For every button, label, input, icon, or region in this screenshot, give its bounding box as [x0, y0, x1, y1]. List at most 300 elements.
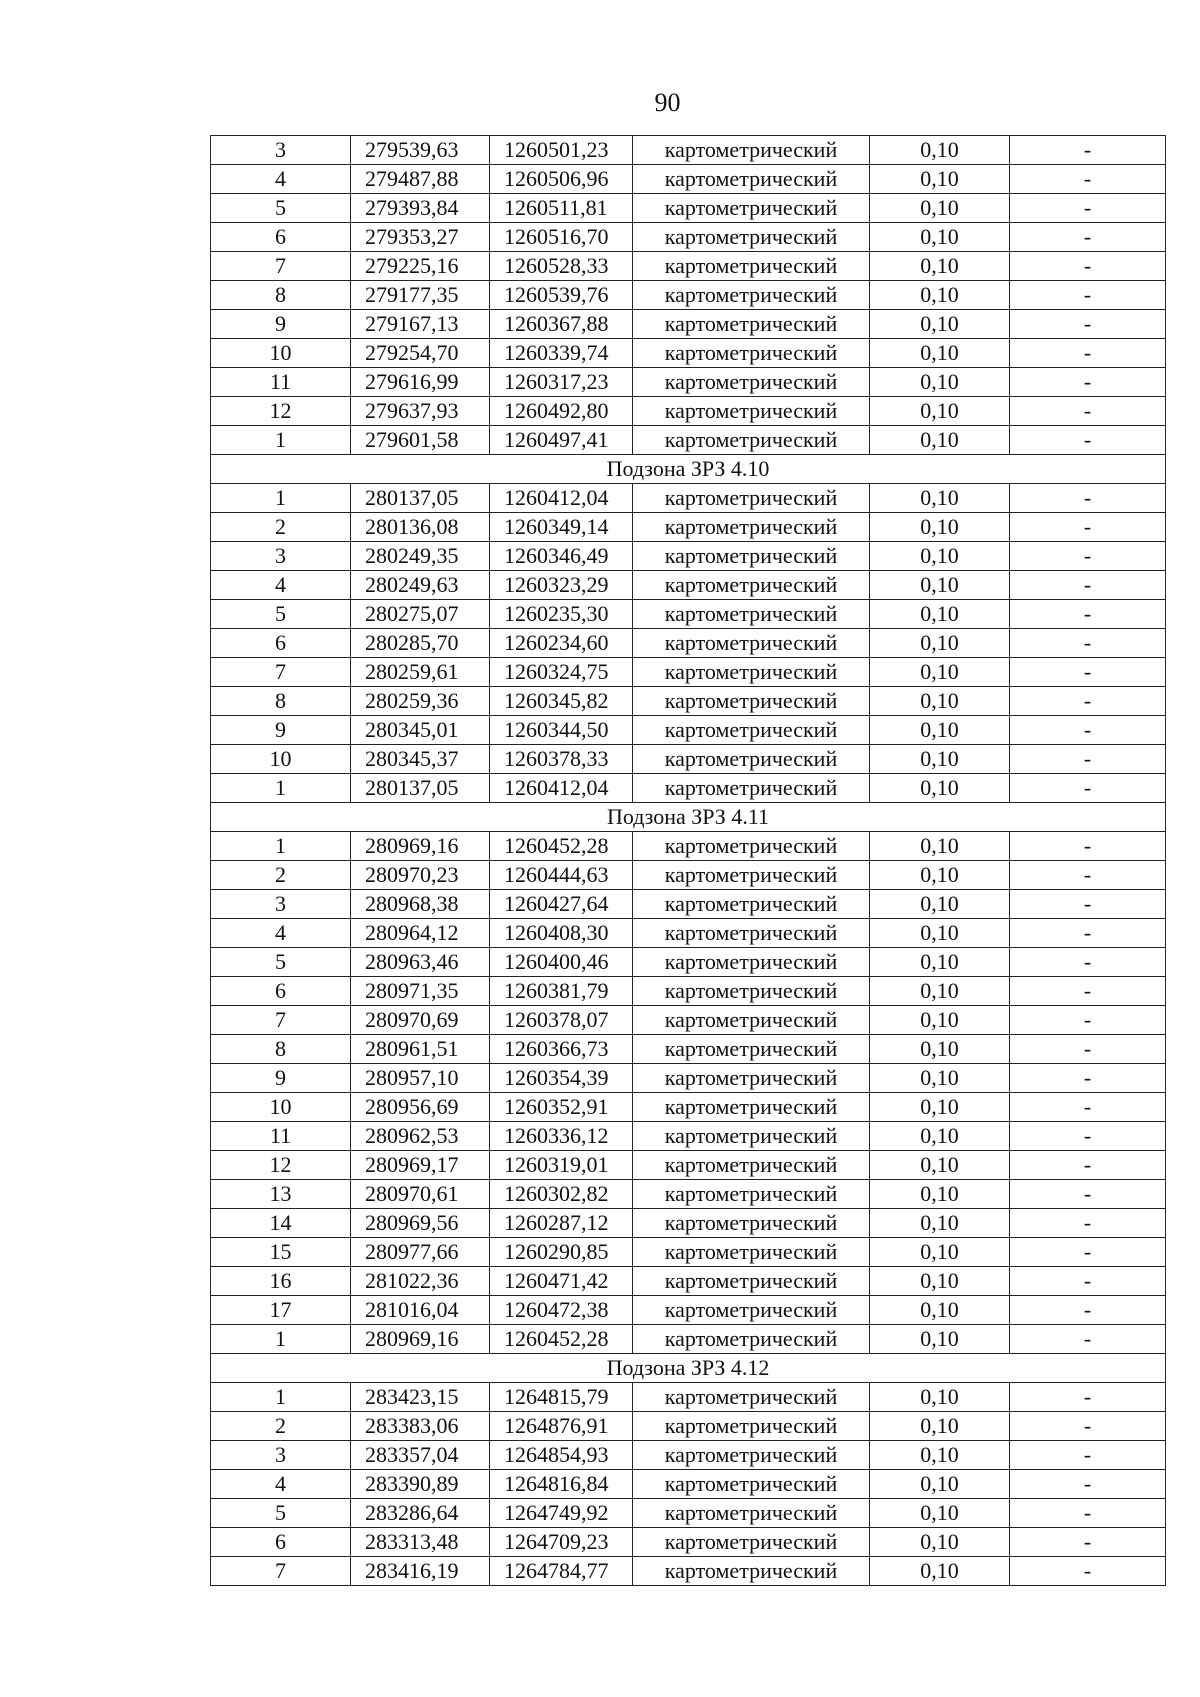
- y-coordinate-cell: 1264854,93: [490, 1441, 633, 1470]
- description-cell: -: [1010, 1180, 1166, 1209]
- method-cell: картометрический: [633, 1006, 870, 1035]
- table-row: [211, 600, 1166, 629]
- table-row: [211, 194, 1166, 223]
- y-coordinate-cell: 1264876,91: [490, 1412, 633, 1441]
- table-row: [211, 1035, 1166, 1064]
- point-number-cell: 7: [211, 658, 351, 687]
- y-coordinate-cell: 1264815,79: [490, 1383, 633, 1412]
- table-row: [211, 542, 1166, 571]
- method-cell: картометрический: [633, 252, 870, 281]
- point-number-cell: 2: [211, 513, 351, 542]
- table-row: [211, 919, 1166, 948]
- y-coordinate-cell: 1264784,77: [490, 1557, 633, 1586]
- y-coordinate-cell: 1260302,82: [490, 1180, 633, 1209]
- precision-cell: 0,10: [870, 513, 1010, 542]
- precision-cell: 0,10: [870, 426, 1010, 455]
- point-number-cell: 11: [211, 368, 351, 397]
- y-coordinate-cell: 1264749,92: [490, 1499, 633, 1528]
- table-row: [211, 368, 1166, 397]
- point-number-cell: 10: [211, 745, 351, 774]
- x-coordinate-cell: 281016,04: [351, 1296, 490, 1325]
- description-cell: -: [1010, 397, 1166, 426]
- table-row: [211, 745, 1166, 774]
- point-number-cell: 10: [211, 339, 351, 368]
- table-row: [211, 571, 1166, 600]
- precision-cell: 0,10: [870, 165, 1010, 194]
- method-cell: картометрический: [633, 571, 870, 600]
- point-number-cell: 1: [211, 426, 351, 455]
- point-number-cell: 13: [211, 1180, 351, 1209]
- method-cell: картометрический: [633, 397, 870, 426]
- description-cell: -: [1010, 890, 1166, 919]
- precision-cell: 0,10: [870, 832, 1010, 861]
- table-row: [211, 1557, 1166, 1586]
- point-number-cell: 9: [211, 310, 351, 339]
- point-number-cell: 15: [211, 1238, 351, 1267]
- method-cell: картометрический: [633, 890, 870, 919]
- y-coordinate-cell: 1260412,04: [490, 774, 633, 803]
- description-cell: -: [1010, 977, 1166, 1006]
- table-row: [211, 716, 1166, 745]
- description-cell: -: [1010, 1470, 1166, 1499]
- x-coordinate-cell: 280249,35: [351, 542, 490, 571]
- description-cell: -: [1010, 1325, 1166, 1354]
- x-coordinate-cell: 280957,10: [351, 1064, 490, 1093]
- x-coordinate-cell: 280137,05: [351, 774, 490, 803]
- y-coordinate-cell: 1260471,42: [490, 1267, 633, 1296]
- section-title: Подзона ЗРЗ 4.11: [211, 803, 1166, 832]
- point-number-cell: 3: [211, 890, 351, 919]
- method-cell: картометрический: [633, 542, 870, 571]
- method-cell: картометрический: [633, 281, 870, 310]
- method-cell: картометрический: [633, 194, 870, 223]
- point-number-cell: 1: [211, 832, 351, 861]
- point-number-cell: 1: [211, 1383, 351, 1412]
- table-row: [211, 1180, 1166, 1209]
- x-coordinate-cell: 281022,36: [351, 1267, 490, 1296]
- y-coordinate-cell: 1260452,28: [490, 1325, 633, 1354]
- x-coordinate-cell: 280969,56: [351, 1209, 490, 1238]
- method-cell: картометрический: [633, 1093, 870, 1122]
- method-cell: картометрический: [633, 1383, 870, 1412]
- description-cell: -: [1010, 136, 1166, 165]
- table-row: [211, 339, 1166, 368]
- method-cell: картометрический: [633, 1325, 870, 1354]
- precision-cell: 0,10: [870, 977, 1010, 1006]
- precision-cell: 0,10: [870, 571, 1010, 600]
- description-cell: -: [1010, 426, 1166, 455]
- table-row: [211, 1528, 1166, 1557]
- y-coordinate-cell: 1264816,84: [490, 1470, 633, 1499]
- x-coordinate-cell: 283383,06: [351, 1412, 490, 1441]
- x-coordinate-cell: 280259,36: [351, 687, 490, 716]
- description-cell: -: [1010, 1151, 1166, 1180]
- method-cell: картометрический: [633, 919, 870, 948]
- table-row: [211, 1412, 1166, 1441]
- method-cell: картометрический: [633, 1035, 870, 1064]
- y-coordinate-cell: 1260408,30: [490, 919, 633, 948]
- description-cell: -: [1010, 948, 1166, 977]
- description-cell: -: [1010, 832, 1166, 861]
- method-cell: картометрический: [633, 629, 870, 658]
- point-number-cell: 5: [211, 948, 351, 977]
- table-row: [211, 1238, 1166, 1267]
- precision-cell: 0,10: [870, 1499, 1010, 1528]
- x-coordinate-cell: 280970,61: [351, 1180, 490, 1209]
- point-number-cell: 3: [211, 1441, 351, 1470]
- precision-cell: 0,10: [870, 1238, 1010, 1267]
- table-row: [211, 1325, 1166, 1354]
- point-number-cell: 6: [211, 629, 351, 658]
- y-coordinate-cell: 1260324,75: [490, 658, 633, 687]
- x-coordinate-cell: 280963,46: [351, 948, 490, 977]
- x-coordinate-cell: 280249,63: [351, 571, 490, 600]
- y-coordinate-cell: 1260346,49: [490, 542, 633, 571]
- precision-cell: 0,10: [870, 484, 1010, 513]
- description-cell: -: [1010, 745, 1166, 774]
- precision-cell: 0,10: [870, 397, 1010, 426]
- point-number-cell: 6: [211, 977, 351, 1006]
- precision-cell: 0,10: [870, 890, 1010, 919]
- precision-cell: 0,10: [870, 774, 1010, 803]
- method-cell: картометрический: [633, 1267, 870, 1296]
- point-number-cell: 7: [211, 1557, 351, 1586]
- x-coordinate-cell: 279353,27: [351, 223, 490, 252]
- description-cell: -: [1010, 1557, 1166, 1586]
- description-cell: -: [1010, 1035, 1166, 1064]
- precision-cell: 0,10: [870, 1180, 1010, 1209]
- description-cell: -: [1010, 1267, 1166, 1296]
- point-number-cell: 4: [211, 1470, 351, 1499]
- table-row: [211, 310, 1166, 339]
- method-cell: картометрический: [633, 1296, 870, 1325]
- method-cell: картометрический: [633, 223, 870, 252]
- description-cell: -: [1010, 1093, 1166, 1122]
- precision-cell: 0,10: [870, 1122, 1010, 1151]
- point-number-cell: 12: [211, 1151, 351, 1180]
- section-row: [211, 455, 1166, 484]
- method-cell: картометрический: [633, 484, 870, 513]
- table-row: [211, 890, 1166, 919]
- x-coordinate-cell: 283357,04: [351, 1441, 490, 1470]
- precision-cell: 0,10: [870, 194, 1010, 223]
- section-title: Подзона ЗРЗ 4.10: [211, 455, 1166, 484]
- description-cell: -: [1010, 194, 1166, 223]
- description-cell: -: [1010, 1441, 1166, 1470]
- x-coordinate-cell: 280275,07: [351, 600, 490, 629]
- x-coordinate-cell: 280962,53: [351, 1122, 490, 1151]
- description-cell: -: [1010, 281, 1166, 310]
- description-cell: -: [1010, 339, 1166, 368]
- table-row: [211, 658, 1166, 687]
- description-cell: -: [1010, 1238, 1166, 1267]
- y-coordinate-cell: 1260339,74: [490, 339, 633, 368]
- description-cell: -: [1010, 687, 1166, 716]
- precision-cell: 0,10: [870, 136, 1010, 165]
- method-cell: картометрический: [633, 1122, 870, 1151]
- y-coordinate-cell: 1260345,82: [490, 687, 633, 716]
- description-cell: -: [1010, 1296, 1166, 1325]
- table-row: [211, 484, 1166, 513]
- x-coordinate-cell: 280970,23: [351, 861, 490, 890]
- description-cell: -: [1010, 310, 1166, 339]
- table-row: [211, 1441, 1166, 1470]
- table-row: [211, 1151, 1166, 1180]
- precision-cell: 0,10: [870, 1296, 1010, 1325]
- precision-cell: 0,10: [870, 223, 1010, 252]
- method-cell: картометрический: [633, 687, 870, 716]
- y-coordinate-cell: 1260378,33: [490, 745, 633, 774]
- table-row: [211, 948, 1166, 977]
- y-coordinate-cell: 1260539,76: [490, 281, 633, 310]
- precision-cell: 0,10: [870, 1412, 1010, 1441]
- precision-cell: 0,10: [870, 1528, 1010, 1557]
- description-cell: -: [1010, 542, 1166, 571]
- x-coordinate-cell: 279539,63: [351, 136, 490, 165]
- precision-cell: 0,10: [870, 716, 1010, 745]
- description-cell: -: [1010, 600, 1166, 629]
- x-coordinate-cell: 279254,70: [351, 339, 490, 368]
- method-cell: картометрический: [633, 716, 870, 745]
- x-coordinate-cell: 279177,35: [351, 281, 490, 310]
- y-coordinate-cell: 1260323,29: [490, 571, 633, 600]
- table-row: [211, 687, 1166, 716]
- x-coordinate-cell: 279616,99: [351, 368, 490, 397]
- y-coordinate-cell: 1260472,38: [490, 1296, 633, 1325]
- point-number-cell: 8: [211, 1035, 351, 1064]
- method-cell: картометрический: [633, 136, 870, 165]
- y-coordinate-cell: 1260235,30: [490, 600, 633, 629]
- description-cell: -: [1010, 716, 1166, 745]
- y-coordinate-cell: 1260352,91: [490, 1093, 633, 1122]
- y-coordinate-cell: 1260528,33: [490, 252, 633, 281]
- method-cell: картометрический: [633, 774, 870, 803]
- method-cell: картометрический: [633, 426, 870, 455]
- description-cell: -: [1010, 1006, 1166, 1035]
- method-cell: картометрический: [633, 310, 870, 339]
- method-cell: картометрический: [633, 658, 870, 687]
- point-number-cell: 4: [211, 165, 351, 194]
- x-coordinate-cell: 280971,35: [351, 977, 490, 1006]
- section-title: Подзона ЗРЗ 4.12: [211, 1354, 1166, 1383]
- point-number-cell: 5: [211, 600, 351, 629]
- y-coordinate-cell: 1260427,64: [490, 890, 633, 919]
- point-number-cell: 6: [211, 1528, 351, 1557]
- precision-cell: 0,10: [870, 1325, 1010, 1354]
- point-number-cell: 3: [211, 136, 351, 165]
- precision-cell: 0,10: [870, 1064, 1010, 1093]
- table-row: [211, 1383, 1166, 1412]
- method-cell: картометрический: [633, 600, 870, 629]
- method-cell: картометрический: [633, 1151, 870, 1180]
- method-cell: картометрический: [633, 861, 870, 890]
- point-number-cell: 12: [211, 397, 351, 426]
- x-coordinate-cell: 280970,69: [351, 1006, 490, 1035]
- precision-cell: 0,10: [870, 1093, 1010, 1122]
- y-coordinate-cell: 1260378,07: [490, 1006, 633, 1035]
- x-coordinate-cell: 280259,61: [351, 658, 490, 687]
- precision-cell: 0,10: [870, 1383, 1010, 1412]
- table-row: [211, 832, 1166, 861]
- point-number-cell: 6: [211, 223, 351, 252]
- y-coordinate-cell: 1260381,79: [490, 977, 633, 1006]
- x-coordinate-cell: 279393,84: [351, 194, 490, 223]
- x-coordinate-cell: 280968,38: [351, 890, 490, 919]
- description-cell: -: [1010, 223, 1166, 252]
- y-coordinate-cell: 1260400,46: [490, 948, 633, 977]
- description-cell: -: [1010, 1528, 1166, 1557]
- point-number-cell: 7: [211, 252, 351, 281]
- method-cell: картометрический: [633, 1412, 870, 1441]
- y-coordinate-cell: 1260354,39: [490, 1064, 633, 1093]
- table-row: [211, 1296, 1166, 1325]
- point-number-cell: 1: [211, 774, 351, 803]
- y-coordinate-cell: 1260511,81: [490, 194, 633, 223]
- y-coordinate-cell: 1260412,04: [490, 484, 633, 513]
- method-cell: картометрический: [633, 1528, 870, 1557]
- method-cell: картометрический: [633, 1470, 870, 1499]
- method-cell: картометрический: [633, 368, 870, 397]
- description-cell: -: [1010, 165, 1166, 194]
- table-row: [211, 1267, 1166, 1296]
- method-cell: картометрический: [633, 1180, 870, 1209]
- precision-cell: 0,10: [870, 1006, 1010, 1035]
- point-number-cell: 1: [211, 1325, 351, 1354]
- precision-cell: 0,10: [870, 687, 1010, 716]
- point-number-cell: 9: [211, 1064, 351, 1093]
- method-cell: картометрический: [633, 165, 870, 194]
- point-number-cell: 14: [211, 1209, 351, 1238]
- description-cell: -: [1010, 658, 1166, 687]
- point-number-cell: 8: [211, 687, 351, 716]
- table-row: [211, 1064, 1166, 1093]
- method-cell: картометрический: [633, 745, 870, 774]
- precision-cell: 0,10: [870, 542, 1010, 571]
- table-row: [211, 426, 1166, 455]
- description-cell: -: [1010, 774, 1166, 803]
- x-coordinate-cell: 280961,51: [351, 1035, 490, 1064]
- precision-cell: 0,10: [870, 629, 1010, 658]
- point-number-cell: 3: [211, 542, 351, 571]
- method-cell: картометрический: [633, 948, 870, 977]
- method-cell: картометрический: [633, 977, 870, 1006]
- description-cell: -: [1010, 919, 1166, 948]
- description-cell: -: [1010, 252, 1166, 281]
- y-coordinate-cell: 1260516,70: [490, 223, 633, 252]
- precision-cell: 0,10: [870, 658, 1010, 687]
- point-number-cell: 5: [211, 1499, 351, 1528]
- section-row: [211, 1354, 1166, 1383]
- precision-cell: 0,10: [870, 310, 1010, 339]
- description-cell: -: [1010, 368, 1166, 397]
- x-coordinate-cell: 279487,88: [351, 165, 490, 194]
- table-row: [211, 252, 1166, 281]
- y-coordinate-cell: 1260349,14: [490, 513, 633, 542]
- table-row: [211, 136, 1166, 165]
- point-number-cell: 5: [211, 194, 351, 223]
- y-coordinate-cell: 1260366,73: [490, 1035, 633, 1064]
- description-cell: -: [1010, 1122, 1166, 1151]
- method-cell: картометрический: [633, 339, 870, 368]
- description-cell: -: [1010, 484, 1166, 513]
- y-coordinate-cell: 1260501,23: [490, 136, 633, 165]
- description-cell: -: [1010, 1064, 1166, 1093]
- table-row: [211, 977, 1166, 1006]
- y-coordinate-cell: 1260234,60: [490, 629, 633, 658]
- point-number-cell: 9: [211, 716, 351, 745]
- table-row: [211, 513, 1166, 542]
- y-coordinate-cell: 1260452,28: [490, 832, 633, 861]
- description-cell: -: [1010, 1383, 1166, 1412]
- method-cell: картометрический: [633, 513, 870, 542]
- point-number-cell: 8: [211, 281, 351, 310]
- precision-cell: 0,10: [870, 919, 1010, 948]
- precision-cell: 0,10: [870, 368, 1010, 397]
- description-cell: -: [1010, 861, 1166, 890]
- x-coordinate-cell: 280136,08: [351, 513, 490, 542]
- y-coordinate-cell: 1260317,23: [490, 368, 633, 397]
- x-coordinate-cell: 280969,16: [351, 832, 490, 861]
- point-number-cell: 17: [211, 1296, 351, 1325]
- x-coordinate-cell: 280345,01: [351, 716, 490, 745]
- section-row: [211, 803, 1166, 832]
- method-cell: картометрический: [633, 1499, 870, 1528]
- y-coordinate-cell: 1260444,63: [490, 861, 633, 890]
- x-coordinate-cell: 280964,12: [351, 919, 490, 948]
- precision-cell: 0,10: [870, 745, 1010, 774]
- precision-cell: 0,10: [870, 1035, 1010, 1064]
- precision-cell: 0,10: [870, 600, 1010, 629]
- y-coordinate-cell: 1260492,80: [490, 397, 633, 426]
- precision-cell: 0,10: [870, 1441, 1010, 1470]
- table-row: [211, 1209, 1166, 1238]
- x-coordinate-cell: 280345,37: [351, 745, 490, 774]
- precision-cell: 0,10: [870, 1557, 1010, 1586]
- x-coordinate-cell: 279601,58: [351, 426, 490, 455]
- table-row: [211, 629, 1166, 658]
- coordinates-table: [210, 135, 1166, 1586]
- y-coordinate-cell: 1260367,88: [490, 310, 633, 339]
- table-row: [211, 1499, 1166, 1528]
- precision-cell: 0,10: [870, 339, 1010, 368]
- page-number: 90: [654, 88, 681, 117]
- table-row: [211, 861, 1166, 890]
- description-cell: -: [1010, 1412, 1166, 1441]
- x-coordinate-cell: 280969,17: [351, 1151, 490, 1180]
- coordinates-table-body: [211, 136, 1166, 1586]
- point-number-cell: 16: [211, 1267, 351, 1296]
- point-number-cell: 7: [211, 1006, 351, 1035]
- x-coordinate-cell: 280137,05: [351, 484, 490, 513]
- x-coordinate-cell: 283286,64: [351, 1499, 490, 1528]
- precision-cell: 0,10: [870, 1151, 1010, 1180]
- point-number-cell: 11: [211, 1122, 351, 1151]
- method-cell: картометрический: [633, 1441, 870, 1470]
- x-coordinate-cell: 279225,16: [351, 252, 490, 281]
- method-cell: картометрический: [633, 1238, 870, 1267]
- table-row: [211, 397, 1166, 426]
- method-cell: картометрический: [633, 1209, 870, 1238]
- y-coordinate-cell: 1260319,01: [490, 1151, 633, 1180]
- method-cell: картометрический: [633, 1557, 870, 1586]
- precision-cell: 0,10: [870, 1209, 1010, 1238]
- y-coordinate-cell: 1260344,50: [490, 716, 633, 745]
- point-number-cell: 10: [211, 1093, 351, 1122]
- precision-cell: 0,10: [870, 1267, 1010, 1296]
- x-coordinate-cell: 279167,13: [351, 310, 490, 339]
- x-coordinate-cell: 280956,69: [351, 1093, 490, 1122]
- y-coordinate-cell: 1260336,12: [490, 1122, 633, 1151]
